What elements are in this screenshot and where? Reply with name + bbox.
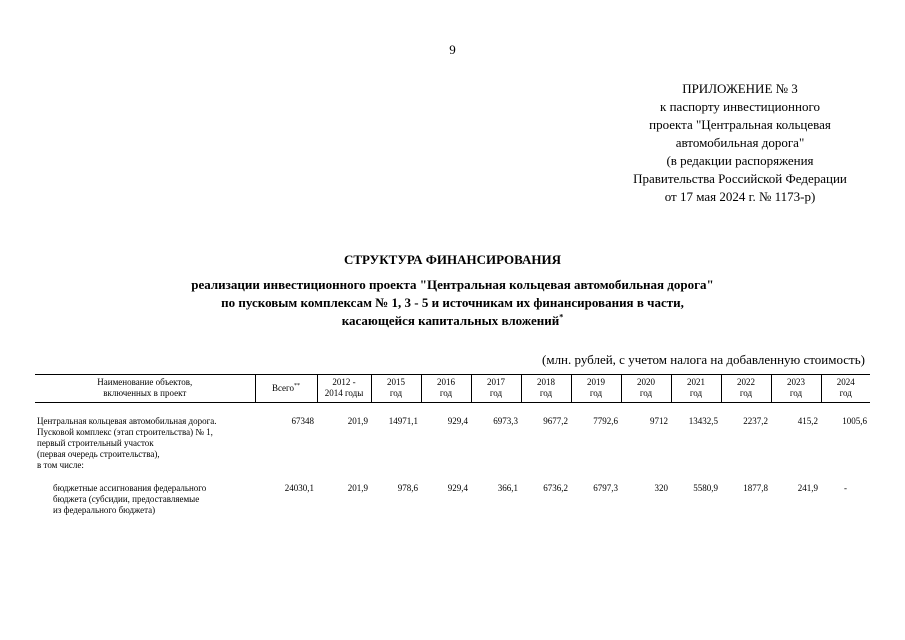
cell-value: 13432,5 [688, 416, 718, 426]
appendix-line: Правительства Российской Федерации [633, 171, 847, 186]
table-row [35, 483, 870, 516]
subtitle-line-text: касающейся капитальных вложений [341, 313, 560, 328]
subtitle-line: реализации инвестиционного проекта "Центральная кольцевая автомобильная дорога" [191, 277, 714, 292]
cell-value: 415,2 [797, 416, 818, 426]
cell-value: 978,6 [397, 483, 418, 493]
appendix-line: от 17 мая 2024 г. № 1173-р) [664, 189, 816, 204]
appendix-line: проекта "Центральная кольцевая [649, 117, 831, 132]
header-period: 2018 год [521, 375, 571, 403]
appendix-line: автомобильная дорога" [675, 135, 805, 150]
cell-value: 929,4 [447, 483, 468, 493]
appendix-line: (в редакции распоряжения [666, 153, 814, 168]
cell-value: 14971,1 [388, 416, 418, 426]
cell-value: 2237,2 [743, 416, 768, 426]
cell-value: 241,9 [797, 483, 818, 493]
cell-value: 320 [654, 483, 668, 493]
header-period: 2020 год [621, 375, 671, 403]
appendix-block [590, 80, 890, 206]
subtitle-line [0, 312, 905, 330]
cell-value: 6797,3 [593, 483, 618, 493]
header-period: 2024 год [821, 375, 870, 403]
cell-total: 24030,1 [284, 483, 314, 493]
cell-value: 5580,9 [693, 483, 718, 493]
cell-value: - [844, 483, 847, 493]
row-name: Центральная кольцевая автомобильная дорога. Пусковой комплекс (этап строительства) № 1, первый строительный участок (первая очередь строительства), в том числе: [37, 416, 217, 470]
cell-value: 7792,6 [593, 416, 618, 426]
header-period: 2016 год [421, 375, 471, 403]
cell-value: 201,9 [347, 416, 368, 426]
header-period: 2023 год [771, 375, 821, 403]
header-total: Всего** [255, 375, 317, 403]
header-period: 2017 год [471, 375, 521, 403]
header-period: 2015 год [371, 375, 421, 403]
header-name: Наименование объектов, включенных в проект [35, 375, 255, 403]
table-spacer [35, 403, 870, 417]
header-period: 2019 год [571, 375, 621, 403]
header-period: 2021 год [671, 375, 721, 403]
cell-value: 6736,2 [543, 483, 568, 493]
row-name: бюджетные ассигнования федерального бюджета (субсидии, предоставляемые из федерального бюджета) [53, 483, 207, 515]
table-spacer [35, 471, 870, 483]
financing-table [35, 374, 870, 516]
cell-value: 1005,6 [842, 416, 867, 426]
header-period: 2022 год [721, 375, 771, 403]
appendix-line: к паспорту инвестиционного [660, 99, 820, 114]
cell-value: 201,9 [347, 483, 368, 493]
cell-value: 929,4 [447, 416, 468, 426]
table-header-row [35, 375, 870, 403]
cell-total: 67348 [291, 416, 314, 426]
cell-value: 9712 [650, 416, 668, 426]
units-note: (млн. рублей, с учетом налога на добавленную стоимость) [542, 352, 865, 367]
document-subtitle [0, 276, 905, 330]
cell-value: 1877,8 [743, 483, 768, 493]
cell-value: 6973,3 [493, 416, 518, 426]
document-title: СТРУКТУРА ФИНАНСИРОВАНИЯ [344, 252, 561, 267]
appendix-line: ПРИЛОЖЕНИЕ № 3 [682, 81, 798, 96]
header-total-mark: ** [294, 382, 301, 389]
cell-value: 9677,2 [543, 416, 568, 426]
header-period: 2012 - 2014 годы [317, 375, 371, 403]
page-number: 9 [449, 42, 456, 57]
subtitle-line: по пусковым комплексам № 1, 3 - 5 и источникам их финансирования в части, [221, 295, 684, 310]
cell-value: 366,1 [497, 483, 518, 493]
footnote-mark: * [559, 312, 564, 322]
table-row [35, 416, 870, 471]
